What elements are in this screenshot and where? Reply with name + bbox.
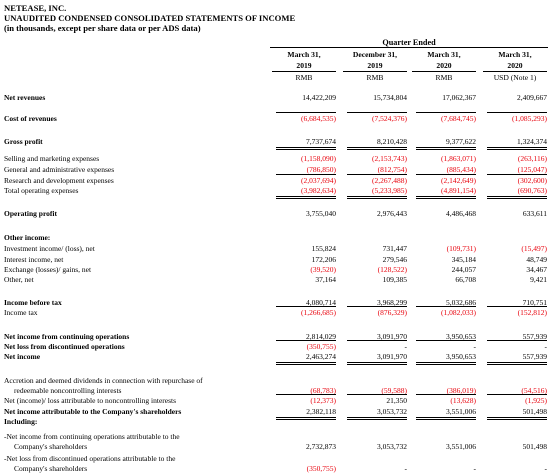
row-value xyxy=(272,407,336,416)
row-value-text: (1,863,071) xyxy=(441,154,476,163)
row-value-text: 17,062,367 xyxy=(442,93,476,102)
row-value xyxy=(483,407,547,416)
row-value-text: 3,053,732 xyxy=(377,407,407,416)
row-value xyxy=(272,308,336,317)
row-value-text: (128,522) xyxy=(377,265,407,274)
row-value-text: - xyxy=(404,342,407,351)
column-header-currency: RMB xyxy=(435,73,453,82)
single-rule xyxy=(416,340,476,341)
row-value xyxy=(343,308,407,317)
row-value-text: - xyxy=(404,464,407,473)
row-value-text: 633,611 xyxy=(522,209,547,218)
double-rule xyxy=(416,362,476,365)
single-rule xyxy=(276,174,336,175)
row-label: Interest income, net xyxy=(4,255,64,264)
row-value xyxy=(343,265,407,274)
row-value-text: (876,329) xyxy=(377,308,407,317)
row-value-text: 7,737,674 xyxy=(306,137,336,146)
table-row xyxy=(0,308,554,318)
row-label: -Net income from continuing operations attributable to the xyxy=(4,432,180,441)
row-value xyxy=(412,342,476,351)
table-row xyxy=(0,154,554,164)
row-value-text: 4,486,468 xyxy=(446,209,476,218)
row-value xyxy=(483,114,547,123)
row-value-text: 2,409,667 xyxy=(517,93,547,102)
row-value-text: (152,812) xyxy=(517,308,547,317)
table-row xyxy=(0,186,554,196)
single-rule xyxy=(416,112,476,113)
single-rule xyxy=(487,112,547,113)
table-row xyxy=(0,407,554,417)
row-value xyxy=(483,352,547,361)
double-rule xyxy=(276,362,336,365)
row-value-text: (1,082,033) xyxy=(441,308,476,317)
row-value xyxy=(483,176,547,185)
row-value-text: 279,546 xyxy=(382,255,407,264)
period-rule xyxy=(270,47,548,48)
row-value-text: (1,266,685) xyxy=(301,308,336,317)
row-value-text: 15,734,804 xyxy=(373,93,407,102)
table-row xyxy=(0,233,554,243)
row-label: Investment income/ (loss), net xyxy=(4,244,95,253)
row-value-text: 2,382,118 xyxy=(306,407,336,416)
row-value xyxy=(412,396,476,405)
row-value-text: 4,080,714 xyxy=(306,298,336,307)
row-value-text: (3,982,634) xyxy=(301,186,336,195)
row-value-text: (13,628) xyxy=(450,396,476,405)
column-header-currency: RMB xyxy=(366,73,384,82)
row-value-text: (54,516) xyxy=(521,386,547,395)
row-value xyxy=(483,154,547,163)
row-label: Net loss from discontinued operations xyxy=(4,342,125,351)
double-rule xyxy=(487,196,547,199)
row-value xyxy=(272,255,336,264)
double-rule xyxy=(487,147,547,150)
statement-title: UNAUDITED CONDENSED CONSOLIDATED STATEMENTS OF INCOME xyxy=(4,13,296,23)
column-header-date: March 31, xyxy=(427,50,461,59)
row-value-text: 34,467 xyxy=(526,265,547,274)
row-value-text: (2,037,694) xyxy=(301,176,336,185)
row-value xyxy=(483,308,547,317)
table-row xyxy=(0,432,554,442)
row-value-text: 8,210,428 xyxy=(377,137,407,146)
table-row xyxy=(0,114,554,124)
row-value-text: (7,684,745) xyxy=(441,114,476,123)
row-value xyxy=(272,265,336,274)
row-value xyxy=(343,93,407,102)
double-rule xyxy=(487,362,547,365)
row-label: Other income: xyxy=(4,233,51,242)
table-row xyxy=(0,137,554,147)
row-value-text: 5,032,686 xyxy=(446,298,476,307)
row-value-text: 2,976,443 xyxy=(377,209,407,218)
row-label: Income before tax xyxy=(4,298,62,307)
row-value-text: (2,267,488) xyxy=(372,176,407,185)
table-row xyxy=(0,209,554,219)
single-rule xyxy=(347,112,407,113)
row-value xyxy=(412,176,476,185)
column-header-year: 2019 xyxy=(343,60,407,72)
row-value xyxy=(343,407,407,416)
table-row xyxy=(0,93,554,103)
column-header-date: December 31, xyxy=(352,50,398,59)
row-value-text: 557,939 xyxy=(522,332,547,341)
double-rule xyxy=(347,196,407,199)
row-value-text: (7,524,376) xyxy=(372,114,407,123)
row-label: Company's shareholders xyxy=(14,442,88,451)
row-value xyxy=(412,244,476,253)
row-value-text: - xyxy=(544,342,547,351)
period-label: Quarter Ended xyxy=(382,38,436,47)
row-value-text: (302,600) xyxy=(517,176,547,185)
row-value xyxy=(412,93,476,102)
table-row xyxy=(0,176,554,186)
row-label: redeemable noncontrolling interests xyxy=(14,386,122,395)
row-label: Total operating expenses xyxy=(4,186,79,195)
row-value-text: 345,184 xyxy=(451,255,476,264)
row-value xyxy=(343,209,407,218)
table-row xyxy=(0,265,554,275)
table-row xyxy=(0,342,554,352)
row-value-text: (350,755) xyxy=(306,464,336,473)
row-value xyxy=(272,93,336,102)
double-rule xyxy=(347,362,407,365)
row-value xyxy=(483,265,547,274)
single-rule xyxy=(416,306,476,307)
single-rule xyxy=(276,394,336,395)
row-value xyxy=(343,137,407,146)
row-value xyxy=(272,464,336,473)
row-value xyxy=(272,154,336,163)
row-value-text: - xyxy=(473,464,476,473)
table-row xyxy=(0,454,554,464)
row-value-text: (4,891,154) xyxy=(441,186,476,195)
row-value-text: (125,047) xyxy=(517,165,547,174)
row-value xyxy=(412,255,476,264)
units-note: (in thousands, except per share data or per ADS data) xyxy=(4,23,201,33)
row-value xyxy=(483,165,547,174)
single-rule xyxy=(416,394,476,395)
row-value-text: (350,755) xyxy=(306,342,336,351)
row-value-text: 244,057 xyxy=(451,265,476,274)
row-value-text: (786,850) xyxy=(306,165,336,174)
single-rule xyxy=(416,174,476,175)
row-value xyxy=(483,342,547,351)
column-header-currency: USD (Note 1) xyxy=(493,73,537,82)
row-label: Exchange (losses)/ gains, net xyxy=(4,265,92,274)
single-rule xyxy=(276,112,336,113)
company-name: NETEASE, INC. xyxy=(4,3,67,13)
row-value-text: 3,551,006 xyxy=(446,442,476,451)
row-value-text: 3,968,299 xyxy=(377,298,407,307)
row-label: Research and development expenses xyxy=(4,176,114,185)
row-value xyxy=(272,209,336,218)
row-value xyxy=(412,186,476,195)
row-value-text: 172,206 xyxy=(311,255,336,264)
double-rule xyxy=(276,147,336,150)
table-row xyxy=(0,275,554,285)
row-value-text: (2,153,743) xyxy=(372,154,407,163)
row-value-text: 1,324,374 xyxy=(517,137,547,146)
row-value xyxy=(343,352,407,361)
row-value-text: 155,824 xyxy=(311,244,336,253)
row-value-text: (68,783) xyxy=(310,386,336,395)
row-value xyxy=(483,93,547,102)
row-value xyxy=(272,342,336,351)
row-value-text: - xyxy=(544,464,547,473)
row-value-text: 9,421 xyxy=(530,275,547,284)
table-row xyxy=(0,442,554,452)
column-header-year: 2020 xyxy=(412,60,476,72)
column-header-date: March 31, xyxy=(287,50,321,59)
row-value xyxy=(412,275,476,284)
row-value-text: 21,350 xyxy=(386,396,407,405)
row-value xyxy=(343,244,407,253)
row-value xyxy=(483,137,547,146)
row-value-text: (1,085,293) xyxy=(512,114,547,123)
row-value xyxy=(343,464,407,473)
row-value-text: 731,447 xyxy=(382,244,407,253)
row-value xyxy=(412,137,476,146)
row-label: Selling and marketing expenses xyxy=(4,154,100,163)
column-header-year: 2019 xyxy=(272,60,336,72)
row-value xyxy=(412,209,476,218)
column-header-year: 2020 xyxy=(483,60,547,72)
row-label: Cost of revenues xyxy=(4,114,57,123)
row-value-text: (263,116) xyxy=(517,154,547,163)
single-rule xyxy=(487,394,547,395)
row-value-text: 3,091,970 xyxy=(377,332,407,341)
double-rule xyxy=(347,147,407,150)
row-value-text: (2,142,649) xyxy=(441,176,476,185)
single-rule xyxy=(487,174,547,175)
row-value xyxy=(272,186,336,195)
row-value xyxy=(412,464,476,473)
double-rule xyxy=(276,196,336,199)
row-value xyxy=(272,137,336,146)
row-label: General and administrative expenses xyxy=(4,165,115,174)
row-value xyxy=(412,265,476,274)
row-label: Accretion and deemed dividends in connection with repurchase of xyxy=(4,376,203,385)
single-rule xyxy=(276,306,336,307)
row-value-text: 14,422,209 xyxy=(302,93,336,102)
row-value xyxy=(483,275,547,284)
row-value xyxy=(412,442,476,451)
single-rule xyxy=(347,340,407,341)
row-value-text: 109,385 xyxy=(382,275,407,284)
row-value xyxy=(343,342,407,351)
row-value xyxy=(412,407,476,416)
row-value xyxy=(343,186,407,195)
row-value xyxy=(343,165,407,174)
table-row xyxy=(0,396,554,406)
row-value xyxy=(343,275,407,284)
column-header-date: March 31, xyxy=(498,50,532,59)
column-header xyxy=(343,49,407,83)
single-rule xyxy=(487,306,547,307)
single-rule xyxy=(276,340,336,341)
row-value xyxy=(272,244,336,253)
row-value-text: (690,763) xyxy=(517,186,547,195)
column-header xyxy=(412,49,476,83)
row-value xyxy=(412,154,476,163)
row-value-text: (1,158,090) xyxy=(301,154,336,163)
row-value xyxy=(272,396,336,405)
row-value-text: 2,732,873 xyxy=(306,442,336,451)
table-row xyxy=(0,376,554,386)
row-label: Including: xyxy=(4,417,38,426)
row-value-text: - xyxy=(473,342,476,351)
row-value xyxy=(483,209,547,218)
column-header-currency: RMB xyxy=(295,73,313,82)
row-value-text: (386,019) xyxy=(446,386,476,395)
column-header xyxy=(272,49,336,83)
row-value-text: 48,749 xyxy=(526,255,547,264)
row-value-text: 66,708 xyxy=(455,275,476,284)
row-value-text: 710,751 xyxy=(522,298,547,307)
row-value-text: 501,498 xyxy=(522,407,547,416)
row-value xyxy=(412,308,476,317)
row-value xyxy=(343,396,407,405)
row-value-text: (885,434) xyxy=(446,165,476,174)
row-label: Net revenues xyxy=(4,93,46,102)
row-value xyxy=(483,244,547,253)
row-value xyxy=(272,176,336,185)
row-value xyxy=(272,352,336,361)
row-value xyxy=(412,352,476,361)
row-value xyxy=(272,165,336,174)
row-value xyxy=(272,442,336,451)
table-row xyxy=(0,244,554,254)
row-value xyxy=(343,442,407,451)
row-label: Other, net xyxy=(4,275,34,284)
double-rule xyxy=(487,417,547,420)
row-value xyxy=(483,396,547,405)
single-rule xyxy=(487,340,547,341)
row-label: Net income xyxy=(4,352,41,361)
row-value-text: (12,373) xyxy=(310,396,336,405)
double-rule xyxy=(276,417,336,420)
row-value-text: (1,925) xyxy=(525,396,547,405)
row-value-text: 3,950,653 xyxy=(446,332,476,341)
row-value-text: 3,755,040 xyxy=(306,209,336,218)
table-row xyxy=(0,352,554,362)
row-value xyxy=(272,275,336,284)
row-value-text: (5,233,985) xyxy=(372,186,407,195)
row-value xyxy=(483,442,547,451)
row-value-text: (812,754) xyxy=(377,165,407,174)
row-label: Gross profit xyxy=(4,137,43,146)
row-value xyxy=(483,186,547,195)
double-rule xyxy=(416,147,476,150)
single-rule xyxy=(347,174,407,175)
row-value xyxy=(343,255,407,264)
row-label: Company's shareholders xyxy=(14,464,88,473)
single-rule xyxy=(347,306,407,307)
row-label: Net income attributable to the Company's shareholders xyxy=(4,407,182,416)
row-value xyxy=(343,154,407,163)
row-label: Net income from continuing operations xyxy=(4,332,130,341)
row-value-text: 3,091,970 xyxy=(377,352,407,361)
double-rule xyxy=(416,417,476,420)
row-value-text: (109,731) xyxy=(446,244,476,253)
column-header xyxy=(483,49,547,83)
row-value-text: 2,814,029 xyxy=(306,332,336,341)
row-value-text: 557,939 xyxy=(522,352,547,361)
double-rule xyxy=(416,196,476,199)
row-value-text: 9,377,622 xyxy=(446,137,476,146)
row-value-text: 3,551,006 xyxy=(446,407,476,416)
row-label: Net (income)/ loss attributable to noncontrolling interests xyxy=(4,396,177,405)
table-row xyxy=(0,464,554,474)
row-value xyxy=(343,114,407,123)
row-value-text: (15,497) xyxy=(521,244,547,253)
double-rule xyxy=(347,417,407,420)
row-value-text: (39,520) xyxy=(310,265,336,274)
row-value-text: 3,950,653 xyxy=(446,352,476,361)
row-value xyxy=(483,255,547,264)
row-value xyxy=(483,464,547,473)
table-row xyxy=(0,255,554,265)
row-label: Operating profit xyxy=(4,209,57,218)
row-value-text: 37,164 xyxy=(315,275,336,284)
row-value-text: (59,588) xyxy=(381,386,407,395)
row-value xyxy=(272,114,336,123)
row-value-text: 501,498 xyxy=(522,442,547,451)
row-label: -Net loss from discontinued operations attributable to the xyxy=(4,454,176,463)
row-label: Income tax xyxy=(4,308,38,317)
row-value-text: 2,463,274 xyxy=(306,352,336,361)
row-value-text: 3,053,732 xyxy=(377,442,407,451)
row-value xyxy=(412,165,476,174)
row-value xyxy=(412,114,476,123)
row-value-text: (6,684,535) xyxy=(301,114,336,123)
single-rule xyxy=(347,394,407,395)
row-value xyxy=(343,176,407,185)
